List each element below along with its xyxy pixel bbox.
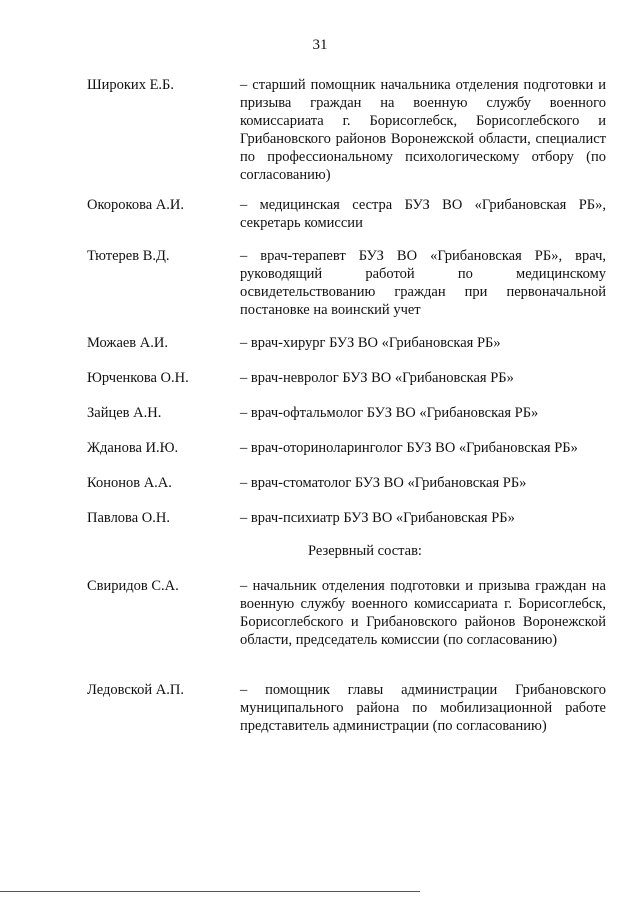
- member-role: – врач-невролог БУЗ ВО «Грибановская РБ»: [240, 370, 514, 386]
- member-name: Кононов А.А.: [87, 475, 172, 491]
- member-role: – врач-оториноларинголог БУЗ ВО «Грибановская РБ»: [240, 440, 578, 456]
- member-name: Зайцев А.Н.: [87, 405, 162, 421]
- member-role: – врач-хирург БУЗ ВО «Грибановская РБ»: [240, 335, 501, 351]
- page-number: 31: [312, 37, 328, 53]
- reserve-role: – помощник главы администрации Грибановского муниципального района по мобилизационной работе представитель администрации (по согласованию): [240, 682, 606, 734]
- member-role: – врач-офтальмолог БУЗ ВО «Грибановская РБ»: [240, 405, 539, 421]
- member-role: – медицинская сестра БУЗ ВО «Грибановская РБ», секретарь комиссии: [240, 197, 606, 231]
- member-name: Широких Е.Б.: [87, 77, 174, 93]
- member-role: – врач-стоматолог БУЗ ВО «Грибановская РБ»: [240, 475, 527, 491]
- member-name: Тютерев В.Д.: [87, 248, 170, 264]
- member-role: – врач-терапевт БУЗ ВО «Грибановская РБ», врач, руководящий работой по медицинскому освидетельствованию граждан при первоначальной постановке на воинский учет: [240, 248, 606, 318]
- reserve-name: Свиридов С.А.: [87, 578, 179, 594]
- bottom-scan-edge: [0, 891, 420, 892]
- member-role: – старший помощник начальника отделения подготовки и призыва граждан на военную службу военного комиссариата г. Борисоглебск, Борисоглебского и Грибановского районов Воронежской области, специалист по профессиональному психологическому отбору (по согласованию): [240, 77, 606, 183]
- member-name: Можаев А.И.: [87, 335, 168, 351]
- reserve-role: – начальник отделения подготовки и призыва граждан на военную службу военного комиссариата г. Борисоглебск, Борисоглебского и Грибановского районов Воронежской области, председатель комиссии (по согласованию): [240, 578, 606, 648]
- member-name: Окорокова А.И.: [87, 197, 184, 213]
- reserve-heading: Резервный состав:: [308, 543, 422, 559]
- reserve-name: Ледовской А.П.: [87, 682, 184, 698]
- member-name: Жданова И.Ю.: [87, 440, 179, 456]
- member-role: – врач-психиатр БУЗ ВО «Грибановская РБ»: [240, 510, 515, 526]
- member-name: Павлова О.Н.: [87, 510, 170, 526]
- member-name: Юрченкова О.Н.: [87, 370, 189, 386]
